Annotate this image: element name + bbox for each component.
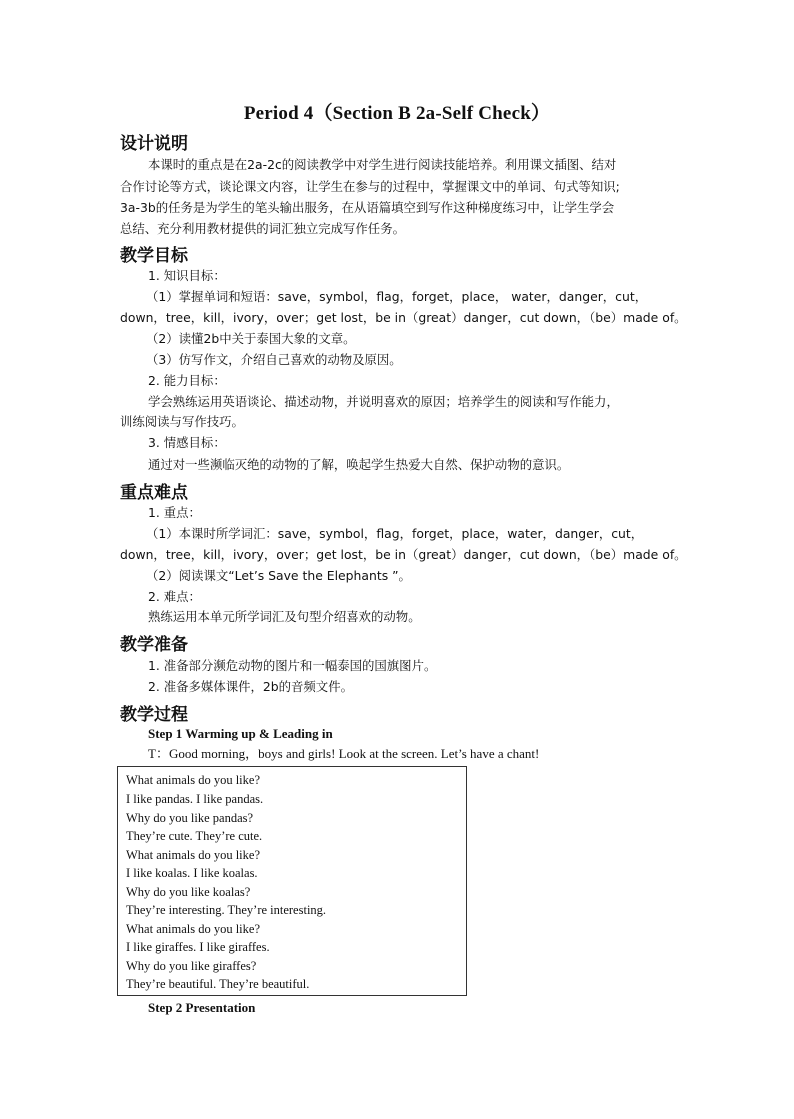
goals-line-3: down，tree，kill，ivory，over；get lost，be in（great）danger，cut down，（be）made of。 bbox=[120, 310, 687, 325]
goals-line-7: 学会熟练运用英语谈论、描述动物，并说明喜欢的原因；培养学生的阅读和写作能力， bbox=[148, 394, 619, 409]
step2-heading: Step 2 Presentation bbox=[148, 1000, 256, 1015]
chant-line: Why do you like koalas? bbox=[126, 885, 251, 899]
heading-goals: 教学目标 bbox=[120, 246, 188, 266]
prep-line-2: 2. 准备多媒体课件，2b的音频文件。 bbox=[148, 679, 353, 694]
goals-line-5: （3）仿写作文，介绍自己喜欢的动物及原因。 bbox=[146, 352, 402, 367]
goals-line-9: 3. 情感目标： bbox=[148, 435, 226, 450]
chant-line: I like koalas. I like koalas. bbox=[126, 866, 258, 880]
keypoints-line-5: 2. 难点： bbox=[148, 589, 201, 604]
keypoints-line-6: 熟练运用本单元所学词汇及句型介绍喜欢的动物。 bbox=[148, 609, 421, 624]
step1-intro: T：Good morning，boys and girls! Look at the screen. Let’s have a chant! bbox=[148, 746, 540, 761]
keypoints-line-2: （1）本课时所学词汇：save，symbol，flag，forget，place，water，danger，cut， bbox=[146, 526, 644, 541]
keypoints-line-4: （2）阅读课文“Let’s Save the Elephants ”。 bbox=[146, 568, 411, 583]
heading-design: 设计说明 bbox=[120, 134, 188, 154]
goals-line-2: （1）掌握单词和短语：save，symbol，flag，forget，place， water，danger，cut， bbox=[146, 289, 648, 304]
prep-line-1: 1. 准备部分濒危动物的图片和一幅泰国的国旗图片。 bbox=[148, 658, 437, 673]
chant-line: I like giraffes. I like giraffes. bbox=[126, 940, 270, 954]
goals-line-8: 训练阅读与写作技巧。 bbox=[120, 414, 244, 429]
chant-line: I like pandas. I like pandas. bbox=[126, 792, 264, 806]
chant-line: What animals do you like? bbox=[126, 922, 260, 936]
goals-line-10: 通过对一些濒临灭绝的动物的了解，唤起学生热爱大自然、保护动物的意识。 bbox=[148, 457, 570, 472]
heading-process: 教学过程 bbox=[120, 705, 188, 725]
goals-line-4: （2）读懂2b中关于泰国大象的文章。 bbox=[146, 331, 356, 346]
design-line-2: 合作讨论等方式，谈论课文内容，让学生在参与的过程中，掌握课文中的单词、句式等知识; bbox=[120, 179, 620, 194]
design-line-3: 3a-3b的任务是为学生的笔头输出服务，在从语篇填空到写作这种梯度练习中，让学生学会 bbox=[120, 200, 615, 215]
chant-line: They’re beautiful. They’re beautiful. bbox=[126, 977, 310, 991]
page-title: Period 4（Section B 2a-Self Check） bbox=[243, 103, 551, 124]
chant-line: They’re interesting. They’re interesting. bbox=[126, 903, 327, 917]
chant-box bbox=[117, 766, 467, 996]
keypoints-line-3: down，tree，kill，ivory，over；get lost，be in（great）danger，cut down，（be）made of。 bbox=[120, 547, 687, 562]
chant-line: What animals do you like? bbox=[126, 773, 260, 787]
heading-prep: 教学准备 bbox=[120, 635, 188, 655]
design-line-4: 总结、充分利用教材提供的词汇独立完成写作任务。 bbox=[120, 221, 405, 236]
design-line-1: 本课时的重点是在2a-2c的阅读教学中对学生进行阅读技能培养。利用课文插图、结对 bbox=[148, 157, 617, 172]
goals-line-1: 1. 知识目标： bbox=[148, 268, 226, 283]
chant-line: What animals do you like? bbox=[126, 848, 260, 862]
chant-line: Why do you like giraffes? bbox=[126, 959, 257, 973]
heading-keypoints: 重点难点 bbox=[120, 483, 188, 503]
step1-heading: Step 1 Warming up & Leading in bbox=[148, 726, 333, 741]
keypoints-line-1: 1. 重点： bbox=[148, 505, 201, 520]
goals-line-6: 2. 能力目标： bbox=[148, 373, 226, 388]
chant-line: Why do you like pandas? bbox=[126, 811, 254, 825]
chant-line: They’re cute. They’re cute. bbox=[126, 829, 263, 843]
